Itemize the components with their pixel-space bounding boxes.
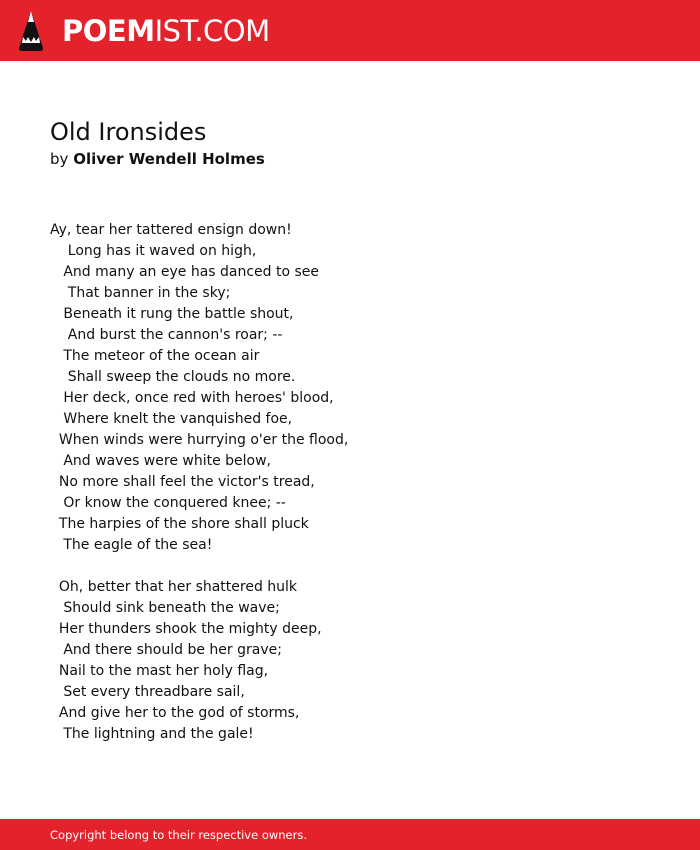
- pencil-tip-icon[interactable]: [18, 10, 44, 52]
- copyright-text: Copyright belong to their respective owners.: [50, 828, 308, 842]
- poem-line: No more shall feel the victor's tread,: [50, 474, 315, 490]
- poem-line: And give her to the god of storms,: [50, 705, 300, 721]
- poem-line: Long has it waved on high,: [50, 243, 257, 259]
- poem-line: And there should be her grave;: [50, 642, 282, 658]
- poem-line: Where knelt the vanquished foe,: [50, 411, 293, 427]
- poem-line: Should sink beneath the wave;: [50, 600, 280, 616]
- poem-line: And many an eye has danced to see: [50, 264, 320, 280]
- poem-line: That banner in the sky;: [50, 285, 231, 301]
- poem-body: [50, 220, 650, 745]
- site-footer: [0, 819, 700, 850]
- logo-bold-text: POEM: [62, 14, 155, 48]
- poem-line: The harpies of the shore shall pluck: [50, 516, 309, 532]
- poem-line: And burst the cannon's roar; --: [50, 327, 283, 343]
- poem-line: Or know the conquered knee; --: [50, 495, 286, 511]
- poem-line: Her thunders shook the mighty deep,: [50, 621, 322, 637]
- poem-line: The lightning and the gale!: [50, 726, 254, 742]
- author-name: Oliver Wendell Holmes: [73, 150, 265, 168]
- byline: [50, 150, 265, 168]
- poem-line: Beneath it rung the battle shout,: [50, 306, 294, 322]
- poem-line: Shall sweep the clouds no more.: [50, 369, 296, 385]
- poem-line: The eagle of the sea!: [50, 537, 213, 553]
- poem-line: Nail to the mast her holy flag,: [50, 663, 269, 679]
- poem-line: Her deck, once red with heroes' blood,: [50, 390, 334, 406]
- by-label: by: [50, 150, 69, 168]
- poem-line: When winds were hurrying o'er the flood,: [50, 432, 349, 448]
- poem-line: And waves were white below,: [50, 453, 272, 469]
- poem-line: Set every threadbare sail,: [50, 684, 245, 700]
- site-header: [0, 0, 700, 61]
- site-logo[interactable]: [62, 14, 270, 48]
- poem-line: Ay, tear her tattered ensign down!: [50, 222, 292, 238]
- logo-thin-text: IST.COM: [154, 14, 270, 48]
- poem-line: [50, 556, 650, 577]
- poem-line: The meteor of the ocean air: [50, 348, 260, 364]
- poem-line: Oh, better that her shattered hulk: [50, 579, 298, 595]
- poem-title: Old Ironsides: [50, 118, 207, 146]
